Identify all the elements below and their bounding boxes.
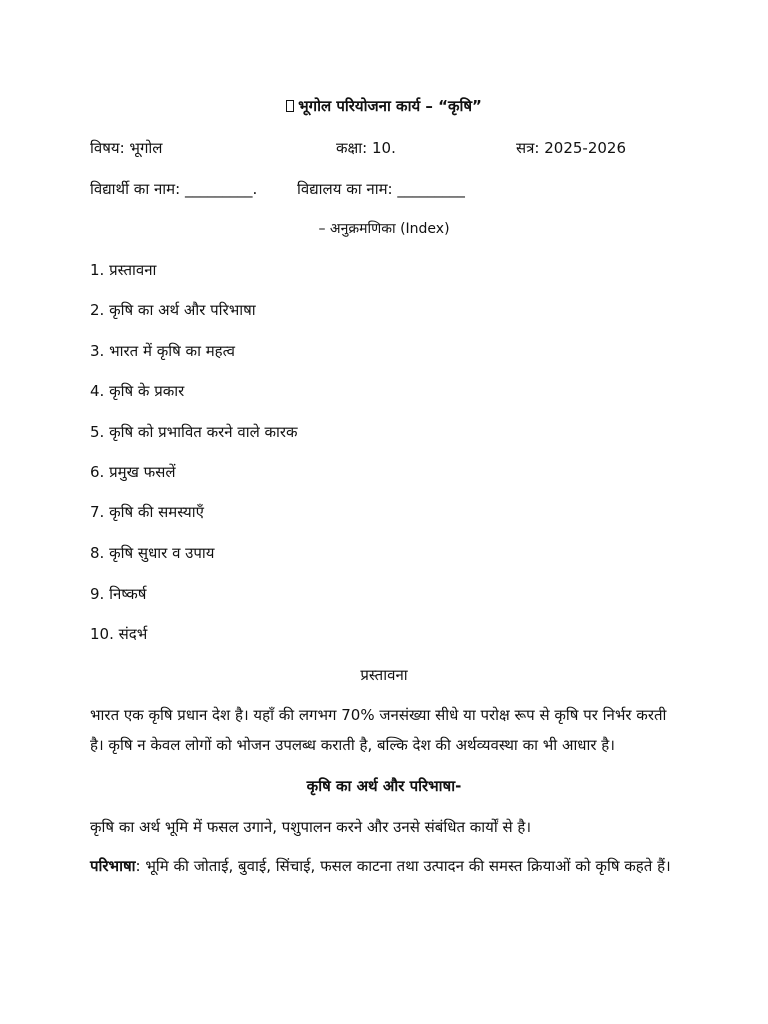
index-item: 4. कृषि के प्रकार: [90, 382, 185, 400]
school-name-text: विद्यालय का नाम: _________: [297, 180, 465, 198]
class-text: कक्षा: 10.: [336, 139, 396, 157]
index-item: 8. कृषि सुधार व उपाय: [90, 544, 215, 562]
meaning-heading: कृषि का अर्थ और परिभाषा-: [306, 777, 462, 795]
intro-paragraph: भारत एक कृषि प्रधान देश है। यहाँ की लगभग 70% जनसंख्या सीधे या परोक्ष रूप से कृषि पर निर्भर करती है। कृषि न केवल लोगों को भोजन उपलब्ध कराती है, बल्कि देश की अर्थव्यवस्था का भी आधार है।: [90, 706, 667, 754]
student-name-text: विद्यार्थी का नाम: _________.: [90, 180, 258, 198]
meaning-paragraph: कृषि का अर्थ भूमि में फसल उगाने, पशुपालन करने और उनसे संबंधित कार्यों से है।: [90, 818, 532, 836]
index-item: 10. संदर्भ: [90, 625, 148, 643]
definition-label: परिभाषा: [90, 857, 136, 875]
index-item: 5. कृषि को प्रभावित करने वाले कारक: [90, 423, 298, 441]
session-text: सत्र: 2025-2026: [516, 139, 627, 157]
definition-paragraph: [90, 851, 680, 881]
subject-text: विषय: भूगोल: [90, 139, 163, 157]
index-item: 6. प्रमुख फसलें: [90, 463, 176, 481]
missing-glyph-icon: [286, 100, 294, 112]
index-item: 9. निष्कर्ष: [90, 585, 147, 603]
index-item: 2. कृषि का अर्थ और परिभाषा: [90, 301, 256, 319]
definition-text: : भूमि की जोताई, बुवाई, सिंचाई, फसल काटना तथा उत्पादन की समस्त क्रियाओं को कृषि कहते हैं।: [135, 857, 671, 875]
index-heading: – अनुक्रमणिका (Index): [318, 221, 450, 237]
document-title: [0, 96, 768, 116]
intro-heading: प्रस्तावना: [360, 666, 408, 684]
index-item: 3. भारत में कृषि का महत्व: [90, 342, 235, 360]
document-title-text: भूगोल परियोजना कार्य – “कृषि”: [298, 97, 482, 115]
index-item: 7. कृषि की समस्याएँ: [90, 503, 204, 521]
index-item: 1. प्रस्तावना: [90, 261, 157, 279]
